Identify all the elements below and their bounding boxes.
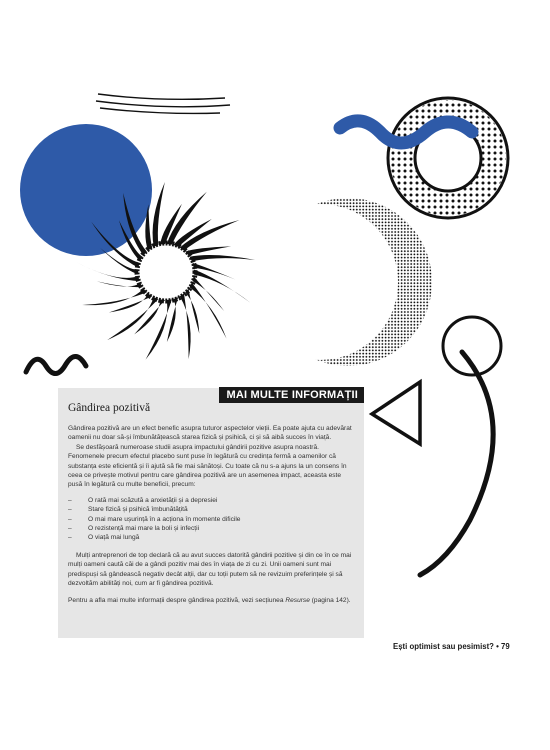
box-title: Gândirea pozitivă	[68, 402, 151, 414]
wave-icon	[26, 356, 86, 373]
paragraph-3: Mulți antreprenori de top declară că au avut succes datorită gândirii pozitive și din ce în ce mai mulți oameni caută căi de a gândi pozitiv mai des în viața de zi cu zi. Unii oameni sunt mai predispuși să gândească negativ decât alții, dar cu toții putem să ne revizuim preferințele și să dezvoltăm abilități noi, cum ar fi gândirea pozitivă.	[68, 551, 352, 588]
para4-end: (pagina 142).	[309, 596, 351, 604]
info-box	[58, 388, 364, 638]
sun-ray	[185, 289, 199, 334]
crescent-moon-icon	[255, 190, 435, 380]
list-item: – O rată mai scăzută a anxietății și a depresiei	[68, 496, 356, 505]
sun-ray	[97, 281, 143, 287]
list-item: – Stare fizică și psihică îmbunătățită	[68, 505, 356, 514]
list-item: – O rezistență mai mare la boli și infecții	[68, 524, 356, 533]
blue-circle-shape	[20, 124, 152, 256]
list-item: – O mai mare ușurință în a acționa în momente dificile	[68, 515, 356, 524]
sun-ray	[109, 294, 152, 313]
sun-ray	[77, 262, 140, 281]
paragraph-1: Gândirea pozitivă are un efect benefic asupra tuturor aspectelor vieții. Ea poate ajuta cu adevărat oamenii nu doar să-și îmbunătățească starea fizică și psihică, ci și să aibă succes în viață.	[68, 425, 352, 442]
sun-ray	[192, 263, 235, 280]
paragraph-4	[68, 596, 356, 605]
list-item: – O viață mai lungă	[68, 533, 356, 542]
triangle-icon	[372, 382, 420, 444]
sun-ray	[180, 294, 191, 360]
arc-icon	[420, 352, 493, 575]
line-strokes	[96, 94, 230, 113]
paragraph-2: Se desfășoară numeroase studii asupra impactului gândirii pozitive asupra noastră. Fenomenele precum efectul placebo sunt puse în legătură cu credința fermă a oamenilor că substanța este eficientă și îi ajută să fie mai sănătoși. Cu toate că nu s-a ajuns la un consens în ceea ce privește motivul pentru care gândirea pozitivă are un asemenea impact, aceasta este pusă în legătură cu multe beneficii, precum:	[68, 443, 347, 489]
sun-ray	[185, 246, 231, 255]
sun-ray	[190, 255, 256, 261]
para4-text: Pentru a afla mai multe informații despre gândirea pozitivă, vezi secțiunea	[68, 596, 286, 604]
page-footer: Ești optimist sau pesimist? • 79	[393, 642, 510, 651]
box-body	[68, 424, 356, 605]
info-banner: MAI MULTE INFORMAȚII	[219, 387, 365, 403]
resources-reference: Resurse	[285, 596, 310, 604]
sun-ray	[146, 299, 172, 359]
benefits-list	[68, 496, 356, 543]
